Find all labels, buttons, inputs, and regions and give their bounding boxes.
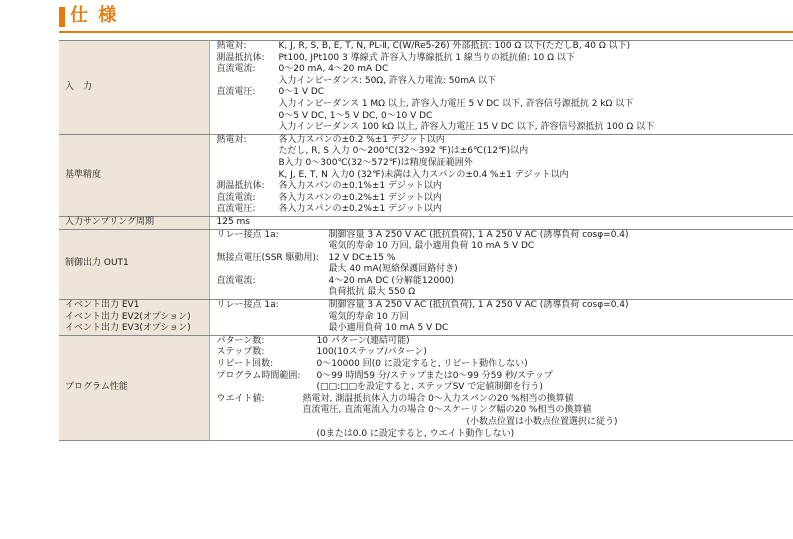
row-body	[209, 216, 793, 229]
line-value: 負荷抵抗 最大 550 Ω	[328, 287, 416, 298]
line-value: 最小適用負荷 10 mA 5 V DC	[328, 323, 449, 334]
spec-line	[217, 276, 793, 288]
spec-line	[217, 230, 793, 242]
spec-line	[217, 429, 793, 441]
spec-line	[217, 359, 793, 371]
line-value: (□□:□□を設定すると, ステップSV で定値制御を行う)	[316, 382, 543, 393]
spec-line	[217, 264, 793, 276]
line-label: リレー接点 1a:	[216, 300, 279, 311]
spec-row-out1	[59, 229, 793, 300]
spec-line	[217, 135, 793, 147]
line-label: ステップ数:	[216, 347, 265, 358]
spec-line	[217, 204, 793, 216]
line-label: リレー接点 1a:	[216, 229, 279, 240]
row-header	[59, 300, 209, 336]
line-value: 最大 40 mA(短絡保護回路付き)	[328, 264, 458, 275]
line-value: (0または0.0 に設定すると, ウエイト動作しない)	[316, 428, 515, 439]
line-value: B入力 0～300℃(32～572℉)は精度保証範囲外	[278, 157, 473, 168]
line-label: リピート回数:	[216, 359, 274, 370]
line-value: 入力インピーダンス 1 MΩ 以上, 許容入力電圧 5 V DC 以下, 許容信号源抵抗 2 kΩ 以下	[278, 98, 634, 109]
row-header: プログラム性能	[59, 335, 209, 440]
line-label: プログラム時間範囲:	[216, 370, 301, 381]
line-label: 熱電対:	[216, 41, 247, 51]
line-value: 各入力スパンの±0.2 %±1 デジット以内	[278, 134, 445, 145]
row-header-line: イベント出力 EV3(オプション)	[65, 323, 191, 334]
line-value: 0～1 V DC	[278, 87, 325, 98]
line-label: 直流電流:	[216, 64, 256, 75]
section-title-bar	[0, 0, 793, 36]
spec-line	[217, 111, 793, 123]
spec-line	[217, 336, 793, 348]
row-header-line: イベント出力 EV2(オプション)	[65, 311, 191, 322]
line-value: 0～20 mA, 4～20 mA DC	[278, 64, 389, 75]
line-value: 125 ms	[216, 216, 250, 227]
line-label: 直流電流:	[216, 275, 256, 286]
spec-line	[217, 41, 793, 53]
spec-row-sampling	[59, 216, 793, 229]
line-label: ウエイト値:	[216, 393, 265, 404]
spec-line	[217, 158, 793, 170]
line-value: ただし, R, S 入力 0～200℃(32～392 ℉)は±6℃(12℉)以内	[278, 146, 529, 157]
line-value: 各入力スパンの±0.1%±1 デジット以内	[278, 181, 442, 192]
spec-line	[217, 76, 793, 88]
line-value: K, J, E, T, N 入力0 (32℉)未満は入力スパンの±0.4 %±1 デジット以内	[278, 169, 569, 180]
spec-line	[217, 193, 793, 205]
spec-line	[217, 99, 793, 111]
line-value: 電気的寿命 10 万回	[328, 311, 409, 322]
spec-line	[217, 64, 793, 76]
line-label: 熱電対:	[216, 134, 247, 145]
line-label: 直流電流:	[216, 192, 256, 203]
spec-line	[217, 170, 793, 182]
line-value: 0～99 時間59 分/ステップまたは0～99 分59 秒/ステップ	[316, 370, 553, 381]
spec-line	[217, 405, 793, 417]
spec-line	[217, 417, 793, 429]
line-value: 制御容量 3 A 250 V AC (抵抗負荷), 1 A 250 V AC (誘導負荷 cosφ=0.4)	[328, 229, 629, 240]
spec-line	[217, 287, 793, 299]
line-value: 直流電圧, 直流電流入力の場合 0～スケーリング幅の20 %相当の換算値	[302, 405, 592, 416]
line-value: K, J, R, S, B, E, T, N, PL-Ⅱ, C(W/Re5-26) 外部抵抗: 100 Ω 以下(ただしB, 40 Ω 以下)	[278, 41, 631, 51]
spec-line	[217, 53, 793, 65]
spec-line	[217, 217, 793, 229]
row-body	[209, 134, 793, 216]
line-value: 10 パターン(連結可能)	[316, 335, 410, 346]
line-value: 0～10000 回(0 に設定すると, リピート動作しない)	[316, 359, 528, 370]
line-value: 4～20 mA DC (分解能12000)	[328, 275, 455, 286]
row-header: 制御出力 OUT1	[59, 229, 209, 300]
title-underline	[59, 31, 793, 33]
spec-line	[217, 122, 793, 134]
spec-line	[217, 312, 793, 324]
title-marker	[59, 7, 65, 27]
line-value: (小数点位置は小数点位置選択に従う)	[466, 417, 618, 427]
spec-line	[217, 146, 793, 158]
row-body	[209, 229, 793, 300]
spec-row-accuracy	[59, 134, 793, 216]
line-value: 0～5 V DC, 1～5 V DC, 0～10 V DC	[278, 110, 433, 121]
row-header: 入力サンプリング周期	[59, 216, 209, 229]
row-body	[209, 41, 793, 135]
spec-line	[217, 241, 793, 253]
spec-line	[217, 253, 793, 265]
line-value: 電気的寿命 10 万回, 最小適用負荷 10 mA 5 V DC	[328, 241, 535, 252]
line-label: 測温抵抗体:	[216, 181, 265, 192]
spec-row-program	[59, 335, 793, 440]
page-title: 仕 様	[70, 5, 119, 26]
line-value: 熱電対, 測温抵抗体入力の場合 0～入力スパンの20 %相当の換算値	[302, 393, 574, 404]
row-header-line: イベント出力 EV1	[65, 300, 140, 311]
spec-row-event-outputs	[59, 300, 793, 336]
line-value: 12 V DC±15 %	[328, 252, 396, 263]
spec-line	[217, 382, 793, 394]
row-body	[209, 335, 793, 440]
spec-line	[217, 371, 793, 383]
line-value: 各入力スパンの±0.2%±1 デジット以内	[278, 192, 442, 203]
spec-line	[217, 300, 793, 312]
spec-line	[217, 394, 793, 406]
spec-line	[217, 323, 793, 335]
spec-line	[217, 87, 793, 99]
line-value: 100(10ステップ/パターン)	[316, 347, 427, 358]
line-label: 測温抵抗体:	[216, 52, 265, 63]
line-value: 各入力スパンの±0.2%±1 デジット以内	[278, 204, 442, 215]
row-body	[209, 300, 793, 336]
spec-table	[59, 40, 793, 441]
spec-line	[217, 347, 793, 359]
line-value: 制御容量 3 A 250 V AC (抵抗負荷), 1 A 250 V AC (誘導負荷 cosφ=0.4)	[328, 300, 629, 311]
line-label: 直流電圧:	[216, 87, 256, 98]
line-label: 無接点電圧(SSR 駆動用):	[216, 252, 320, 263]
line-label: 直流電圧:	[216, 204, 256, 215]
row-header: 入 力	[59, 41, 209, 135]
line-label: パターン数:	[216, 335, 265, 346]
line-value: 入力インピーダンス: 50Ω, 許容入力電流: 50mA 以下	[278, 75, 497, 86]
line-value: 入力インピーダンス 100 kΩ 以上, 許容入力電圧 15 V DC 以下, 許容信号源抵抗 100 Ω 以下	[278, 122, 655, 133]
spec-row-input	[59, 41, 793, 135]
line-value: Pt100, JPt100 3 導線式 許容入力導線抵抗 1 線当りの抵抗値: 10 Ω 以下	[278, 52, 575, 63]
spec-line	[217, 181, 793, 193]
row-header: 基準精度	[59, 134, 209, 216]
